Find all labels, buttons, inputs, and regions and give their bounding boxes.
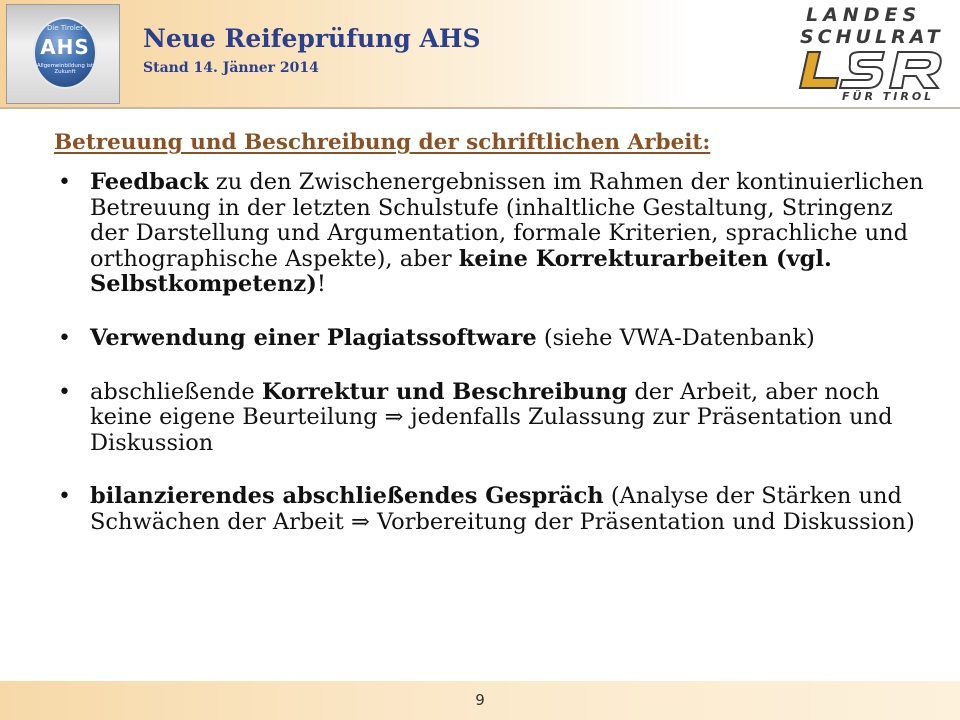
bullet-text: (Analyse der Stärken und Schwächen der Arbeit ⇒ Vorbereitung der Präsentation und Diskussion) [90, 483, 915, 535]
ahs-logo-top-text: Die Tiroler [46, 24, 83, 32]
lsr-logo-line3: FÜR TIROL [842, 90, 935, 103]
bullet-icon: • [58, 379, 71, 405]
footer-band [0, 681, 960, 720]
bullet-bold: Korrektur und Beschreibung [261, 378, 628, 405]
bullet-bold: bilanzierendes abschließendes Gespräch [90, 483, 604, 510]
bullet-icon: • [58, 170, 71, 195]
bullet-text: abschließende [90, 378, 262, 405]
bullet-bold: keine Korrekturarbeiten (vgl. Selbstkompetenz) [90, 245, 832, 298]
ahs-logo-disc [33, 17, 97, 89]
bullet-item-korrektur [58, 380, 928, 457]
bullet-item-plagiatssoftware [58, 326, 928, 352]
lsr-logo-line2: SCHULRAT [800, 26, 944, 48]
bullet-item-gespraech [58, 484, 928, 535]
landesschulrat-logo [798, 4, 948, 104]
bullet-bold: Verwendung einer Plagiatssoftware [90, 324, 537, 351]
page-number: 9 [475, 691, 485, 709]
slide-subtitle: Stand 14. Jänner 2014 [143, 60, 319, 76]
slide-title: Neue Reifeprüfung AHS [143, 24, 481, 53]
header-divider [0, 107, 960, 109]
lsr-monogram-icon [798, 50, 948, 90]
ahs-logo-tagline: Allgemeinbildung ist Zukunft [36, 63, 94, 75]
bullet-text: (siehe VWA-Datenbank) [536, 324, 815, 351]
bullet-list [58, 170, 928, 536]
bullet-text: ! [316, 271, 326, 298]
ahs-logo [6, 4, 120, 104]
bullet-icon: • [58, 484, 71, 510]
bullet-text: zu den Zwischenergebnissen im Rahmen der kontinuierlichen Betreuung in der letzten Schulstufe (inhaltliche Gestaltung, Stringenz der Darstellung und Argumentation, formale Kriterien, sprachliche und orthographische Aspekte), aber [90, 169, 924, 272]
lsr-logo-line1: LANDES [806, 4, 922, 26]
section-heading: Betreuung und Beschreibung der schriftlichen Arbeit: [54, 130, 711, 155]
bullet-icon: • [58, 325, 71, 351]
ahs-logo-text: AHS [40, 35, 90, 59]
bullet-item-feedback [58, 170, 928, 298]
bullet-bold: Feedback [90, 169, 209, 195]
bullet-text: der Arbeit, aber noch keine eigene Beurteilung ⇒ jedenfalls Zulassung zur Präsentation und Diskussion [90, 378, 893, 456]
